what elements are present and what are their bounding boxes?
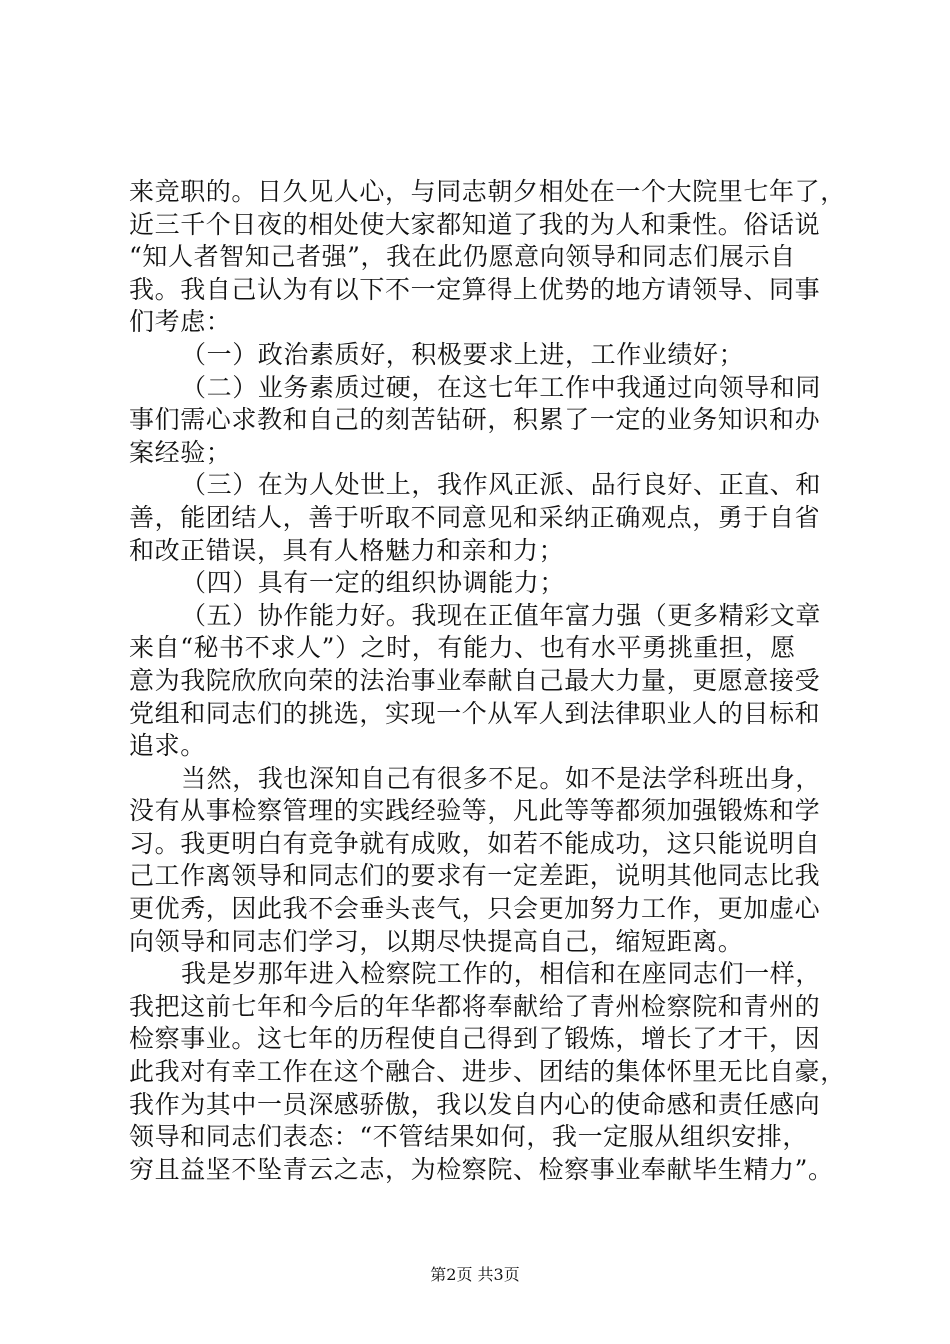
text-line: 案经验；: [129, 437, 232, 467]
text-line: （三）在为人处世上，我作风正派、品行良好、正直、和: [181, 470, 822, 500]
text-line: 意为我院欣欣向荣的法治事业奉献自己最大力量，更愿意接受: [129, 665, 821, 695]
page-footer: 第2页 共3页: [430, 1265, 520, 1284]
text-line: 追求。: [129, 731, 206, 761]
text-line: 穷且益坚不坠青云之志，为检察院、检察事业奉献毕生精力”。: [129, 1154, 834, 1184]
text-line: 当然，我也深知自己有很多不足。如不是法学科班出身，: [181, 763, 822, 793]
text-line: 此我对有幸工作在这个融合、进步、团结的集体怀里无比自豪，: [129, 1057, 846, 1087]
document-body: [129, 176, 846, 1186]
text-line: 我是岁那年进入检察院工作的，相信和在座同志们一样，: [181, 959, 822, 989]
text-line: 近三千个日夜的相处使大家都知道了我的为人和秉性。俗话说: [129, 209, 821, 239]
text-line: 来竞职的。日久见人心，与同志朝夕相处在一个大院里七年了，: [129, 177, 846, 206]
text-line: （五）协作能力好。我现在正值年富力强（更多精彩文章: [181, 600, 822, 630]
text-line: （一）政治素质好，积极要求上进，工作业绩好；: [181, 339, 745, 369]
text-line: （二）业务素质过硬，在这七年工作中我通过向领导和同: [181, 372, 822, 402]
text-line: 我。我自己认为有以下不一定算得上优势的地方请领导、同事: [129, 274, 821, 304]
text-line: 和改正错误，具有人格魅力和亲和力；: [129, 535, 565, 565]
text-line: “知人者智知己者强”，我在此仍愿意向领导和同志们展示自: [129, 242, 796, 272]
text-line: 事们需心求教和自己的刻苦钻研，积累了一定的业务知识和办: [129, 405, 821, 435]
text-line: 更优秀，因此我不会垂头丧气，只会更加努力工作，更加虚心: [129, 894, 821, 924]
text-line: 没有从事检察管理的实践经验等，凡此等等都须加强锻炼和学: [129, 796, 821, 826]
text-line: 善，能团结人，善于听取不同意见和采纳正确观点，勇于自省: [129, 502, 821, 532]
text-line: 检察事业。这七年的历程使自己得到了锻炼，增长了才干，因: [129, 1024, 821, 1054]
text-line: 我把这前七年和今后的年华都将奉献给了青州检察院和青州的: [129, 991, 821, 1021]
text-line: （四）具有一定的组织协调能力；: [181, 568, 566, 598]
text-line: 党组和同志们的挑选，实现一个从军人到法律职业人的目标和: [129, 698, 821, 728]
text-line: 我作为其中一员深感骄傲，我以发自内心的使命感和责任感向: [129, 1089, 821, 1119]
text-line: 习。我更明白有竞争就有成败，如若不能成功，这只能说明自: [129, 828, 821, 858]
text-line: 领导和同志们表态：“不管结果如何，我一定服从组织安排，: [129, 1122, 808, 1152]
text-line: 们考虑：: [129, 307, 232, 337]
text-line: 向领导和同志们学习，以期尽快提高自己，缩短距离。: [129, 926, 744, 956]
text-line: 己工作离领导和同志们的要求有一定差距，说明其他同志比我: [129, 861, 821, 891]
text-line: 来自“秘书不求人”）之时，有能力、也有水平勇挑重担，愿: [129, 633, 796, 663]
